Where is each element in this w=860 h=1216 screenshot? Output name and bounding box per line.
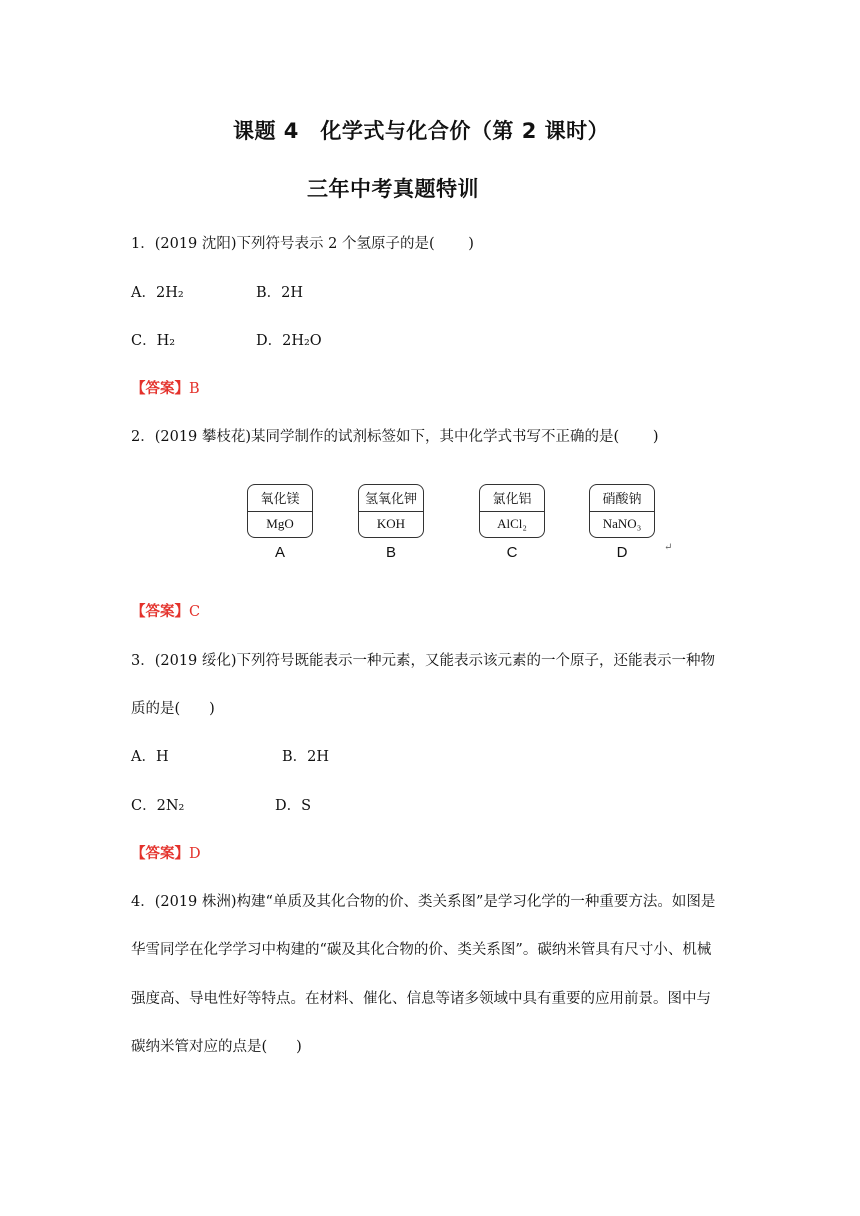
q1-option-b: B．2H xyxy=(256,285,304,301)
q2-answer xyxy=(131,600,200,621)
answer-tag: 【答案】 xyxy=(131,603,189,620)
label-letter: C xyxy=(506,544,518,561)
q4-line2: 华雪同学在化学学习中构建的“碳及其化合物的价、类关系图”。碳纳米管具有尺寸小、机械 xyxy=(131,942,712,958)
reagent-label-c xyxy=(479,484,549,561)
label-formula: NaNO₃ xyxy=(602,516,642,532)
answer-value: C xyxy=(189,604,201,620)
page-subtitle: 三年中考真题特训 xyxy=(307,177,479,201)
page-title: 课题 4 化学式与化合价（第 2 课时） xyxy=(233,119,610,143)
q3-stem-line2: 质的是( ) xyxy=(131,701,215,717)
q4-line1: 4．(2019 株洲)构建“单质及其化合物的价、类关系图”是学习化学的一种重要方法。如图是 xyxy=(131,894,716,910)
label-formula: AlCl₂ xyxy=(497,516,527,532)
reagent-label-b xyxy=(358,484,428,561)
q1-option-a: A．2H₂ xyxy=(131,285,184,301)
label-letter: B xyxy=(385,544,396,561)
answer-tag: 【答案】 xyxy=(131,380,189,397)
label-formula: MgO xyxy=(266,516,294,532)
q3-option-b: B．2H xyxy=(282,749,330,765)
reagent-label-d xyxy=(589,484,659,561)
answer-tag: 【答案】 xyxy=(131,845,189,862)
answer-value: D xyxy=(189,846,201,862)
q4-line3: 强度高、导电性好等特点。在材料、催化、信息等诸多领域中具有重要的应用前景。图中与 xyxy=(131,991,711,1007)
q2-stem: 2．(2019 攀枝花)某同学制作的试剂标签如下，其中化学式书写不正确的是( ) xyxy=(131,429,659,445)
q1-option-c: C．H₂ xyxy=(131,333,176,349)
label-name: 氢氧化钾 xyxy=(359,485,423,512)
label-name: 氯化铝 xyxy=(480,485,544,512)
label-letter: A xyxy=(274,544,285,561)
q1-stem: 1．(2019 沈阳)下列符号表示 2 个氢原子的是( ) xyxy=(131,236,474,252)
q1-option-d: D．2H₂O xyxy=(256,333,322,349)
label-box xyxy=(589,484,655,538)
answer-value: B xyxy=(189,381,200,397)
paragraph-return-mark: ↵ xyxy=(664,542,673,553)
label-box xyxy=(358,484,424,538)
label-name: 氧化镁 xyxy=(248,485,312,512)
label-box xyxy=(479,484,545,538)
q3-option-a: A．H xyxy=(131,749,169,765)
reagent-label-a xyxy=(247,484,317,561)
q1-answer xyxy=(131,377,200,398)
q4-line4: 碳纳米管对应的点是( ) xyxy=(131,1039,302,1055)
q3-option-c: C．2N₂ xyxy=(131,798,185,814)
label-letter: D xyxy=(616,544,628,561)
label-formula: KOH xyxy=(376,516,406,532)
q3-option-d: D．S xyxy=(275,798,312,814)
label-name: 硝酸钠 xyxy=(590,485,654,512)
label-box xyxy=(247,484,313,538)
q3-stem-line1: 3．(2019 绥化)下列符号既能表示一种元素，又能表示该元素的一个原子，还能表示一种物 xyxy=(131,653,716,669)
q3-answer xyxy=(131,842,201,863)
